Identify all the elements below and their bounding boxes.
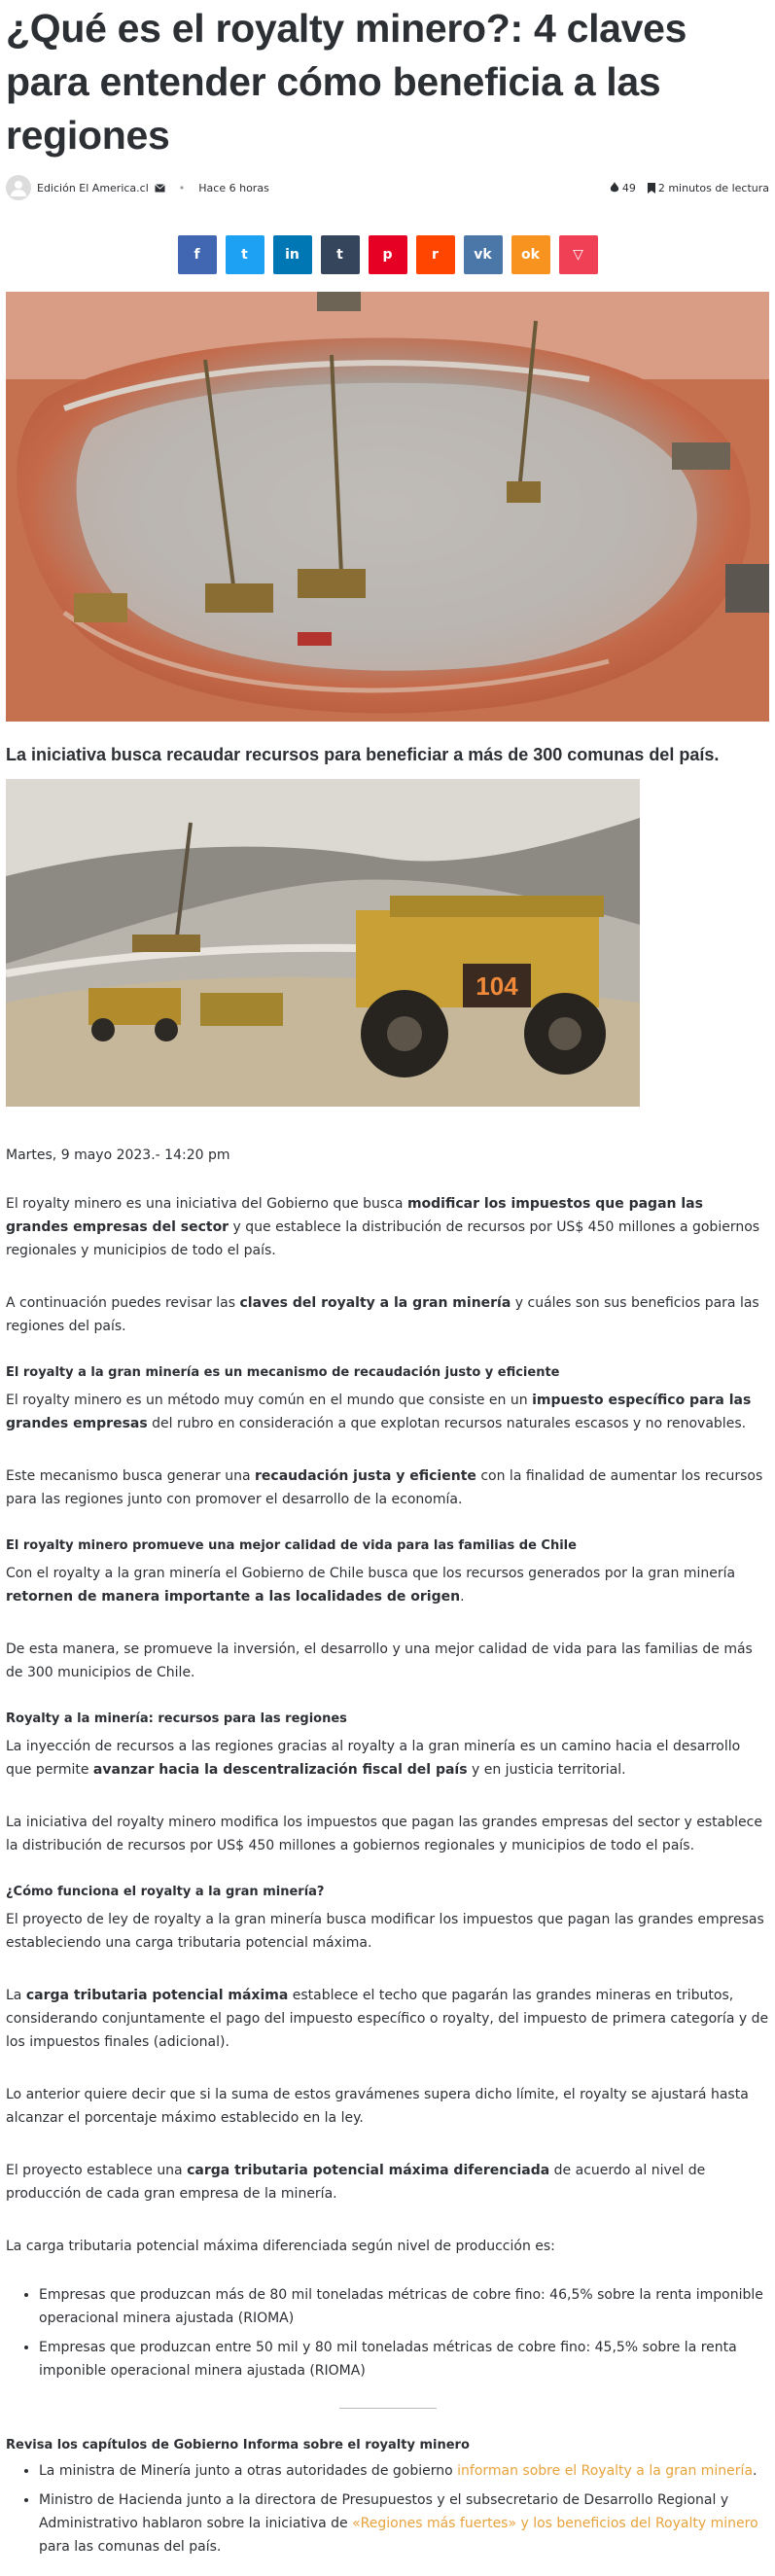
meta-left xyxy=(6,175,269,200)
article-date: Martes, 9 mayo 2023.- 14:20 pm xyxy=(6,1147,230,1163)
text: Este mecanismo busca generar una xyxy=(6,1468,256,1484)
text: Con el royalty a la gran minería el Gobierno de Chile busca que los recursos generados por la gran minería xyxy=(6,1566,736,1581)
article-lead: La iniciativa busca recaudar recursos para beneficiar a más de 300 comunas del país. xyxy=(6,745,720,764)
emphasis: carga tributaria potencial máxima diferenciada xyxy=(187,2163,550,2178)
time-ago: Hace 6 horas xyxy=(198,181,269,194)
envelope-icon[interactable] xyxy=(155,184,165,193)
bookmark-icon xyxy=(648,183,655,194)
paragraph-6: De esta manera, se promueve la inversión, el desarrollo y una mejor calidad de vida para las familias de más de 300 municipios de Chile. xyxy=(6,1641,753,1680)
paragraph-12 xyxy=(6,2159,769,2205)
truck-number: 104 xyxy=(476,971,518,1001)
text: y en justicia territorial. xyxy=(467,1762,626,1778)
text: . xyxy=(460,1589,465,1605)
twitter-share-button[interactable] xyxy=(226,235,264,274)
list-item: • Empresas que produzcan entre 50 mil y 80 mil toneladas métricas de cobre fino: 45,5% sobre la renta imponible operacional minera ajustada (RIOMA) xyxy=(39,2336,769,2382)
pocket-share-button[interactable] xyxy=(559,235,598,274)
divider xyxy=(339,2408,437,2409)
fire-icon xyxy=(610,182,619,194)
text: para las comunas del país. xyxy=(39,2539,222,2555)
read-time xyxy=(648,182,769,194)
text: con la finalidad de aumentar los recursos para las regiones junto con promover el desarrollo de la economía. xyxy=(6,1468,763,1507)
paragraph-10 xyxy=(6,1984,769,2054)
text: El proyecto establece una xyxy=(6,2163,188,2178)
linkedin-share-button[interactable] xyxy=(273,235,312,274)
paragraph-5 xyxy=(6,1562,769,1608)
section-heading-5: Revisa los capítulos de Gobierno Informa sobre el royalty minero xyxy=(6,2438,470,2452)
production-list xyxy=(6,2283,769,2382)
odnoklassniki-icon: ok xyxy=(521,247,540,263)
odnoklassniki-share-button[interactable] xyxy=(511,235,550,274)
facebook-icon: f xyxy=(194,247,200,263)
tumblr-icon: t xyxy=(336,247,343,263)
paragraph-13: La carga tributaria potencial máxima diferenciada según nivel de producción es: xyxy=(6,2239,555,2254)
emphasis: claves del royalty a la gran minería xyxy=(239,1295,511,1311)
linkedin-icon: in xyxy=(285,247,299,263)
section-heading-1: El royalty a la gran minería es un mecanismo de recaudación justo y eficiente xyxy=(6,1365,560,1380)
emphasis: recaudación justa y eficiente xyxy=(255,1468,476,1484)
post-meta xyxy=(6,174,769,201)
list-item: • Empresas que produzcan más de 80 mil toneladas métricas de cobre fino: 46,5% sobre la renta imponible operacional minera ajustada (RIOMA) xyxy=(39,2283,769,2330)
list-item xyxy=(39,2459,769,2483)
text: A continuación puedes revisar las xyxy=(6,1295,240,1311)
reddit-share-button[interactable] xyxy=(416,235,455,274)
mining-haul-truck-illustration xyxy=(6,779,640,1107)
reddit-icon: r xyxy=(432,247,439,263)
text: Ministro de Hacienda junto a la directora de Presupuestos y el subsecretario de Desarrollo Regional y Administrativo hablaron sobre la iniciativa de xyxy=(39,2492,729,2531)
list-item xyxy=(39,2488,769,2558)
paragraph-4 xyxy=(6,1464,769,1511)
text: La inyección de recursos a las regiones gracias al royalty a la gran minería es un camino hacia el desarrollo que permite xyxy=(6,1739,741,1778)
pocket-icon: ▽ xyxy=(573,247,583,263)
meta-separator: • xyxy=(178,181,186,194)
text: . xyxy=(753,2463,757,2479)
meta-right xyxy=(610,182,769,194)
related-link-1[interactable]: informan sobre el Royalty a la gran minería xyxy=(457,2463,754,2479)
pinterest-icon: p xyxy=(382,247,393,263)
haul-truck-image xyxy=(6,779,640,1107)
pinterest-share-button[interactable] xyxy=(369,235,407,274)
vk-share-button[interactable] xyxy=(464,235,503,274)
paragraph-11: Lo anterior quiere decir que si la suma de estos gravámenes supera dicho límite, el royalty se ajustará hasta alcanzar el porcentaje máximo establecido en la ley. xyxy=(6,2087,749,2126)
emphasis: modificar los impuestos que pagan las grandes empresas del sector xyxy=(6,1196,703,1235)
paragraph-3 xyxy=(6,1389,769,1435)
twitter-icon: t xyxy=(241,247,248,263)
text: La ministra de Minería junto a otras autoridades de gobierno xyxy=(39,2463,458,2479)
related-links-list xyxy=(6,2459,769,2558)
text: y cuáles son sus beneficios para las regiones del país. xyxy=(6,1295,759,1334)
emphasis: carga tributaria potencial máxima xyxy=(25,1988,289,2003)
mine-pit-aerial-illustration xyxy=(6,292,769,722)
paragraph-2 xyxy=(6,1291,769,1338)
vk-icon: vk xyxy=(474,247,492,263)
section-heading-2: El royalty minero promueve una mejor calidad de vida para las familias de Chile xyxy=(6,1538,577,1553)
hero-image xyxy=(6,292,769,722)
text: La xyxy=(6,1988,26,2003)
views-value: 49 xyxy=(621,181,636,194)
text: de acuerdo al nivel de producción de cada gran empresa de la minería. xyxy=(6,2163,706,2202)
author-link[interactable]: Edición El America.cl xyxy=(37,181,149,194)
text: El royalty minero es un método muy común en el mundo que consiste en un xyxy=(6,1393,533,1408)
tumblr-share-button[interactable] xyxy=(321,235,360,274)
read-time-value: 2 minutos de lectura xyxy=(657,181,769,194)
section-heading-4: ¿Cómo funciona el royalty a la gran minería? xyxy=(6,1885,325,1899)
facebook-share-button[interactable] xyxy=(178,235,217,274)
emphasis: retornen de manera importante a las localidades de origen xyxy=(6,1589,461,1605)
views-count xyxy=(610,182,636,194)
text: y que establece la distribución de recursos por US$ 450 millones a gobiernos regionales y municipios de todo el país. xyxy=(6,1219,760,1258)
paragraph-9: El proyecto de ley de royalty a la gran minería busca modificar los impuestos que pagan las grandes empresas estableciendo una carga tributaria potencial máxima. xyxy=(6,1912,764,1951)
user-icon xyxy=(10,179,27,196)
text: El royalty minero es una iniciativa del Gobierno que busca xyxy=(6,1196,407,1212)
paragraph-1 xyxy=(6,1192,769,1262)
text: establece el techo que pagarán las grandes mineras en tributos, considerando conjuntamente el pago del impuesto específico o royalty, del impuesto de primera categoría y de los impuestos finales (adicional). xyxy=(6,1988,769,2050)
paragraph-7 xyxy=(6,1735,769,1782)
emphasis: avanzar hacia la descentralización fiscal del país xyxy=(92,1762,468,1778)
paragraph-8: La iniciativa del royalty minero modifica los impuestos que pagan las grandes empresas del sector y establece la distribución de recursos por US$ 450 millones a gobiernos regionales y municipios de todo el país. xyxy=(6,1815,762,1853)
emphasis: impuesto específico para las grandes empresas xyxy=(6,1393,752,1431)
related-link-2[interactable]: «Regiones más fuertes» y los beneficios del Royalty minero xyxy=(352,2516,758,2531)
avatar[interactable] xyxy=(6,175,31,200)
section-heading-3: Royalty a la minería: recursos para las regiones xyxy=(6,1711,347,1726)
share-buttons xyxy=(6,235,769,274)
article-title: ¿Qué es el royalty minero?: 4 claves para entender cómo beneficia a las regiones xyxy=(6,6,687,158)
text: del rubro en consideración a que explotan recursos naturales escasos y no renovables. xyxy=(147,1416,747,1431)
